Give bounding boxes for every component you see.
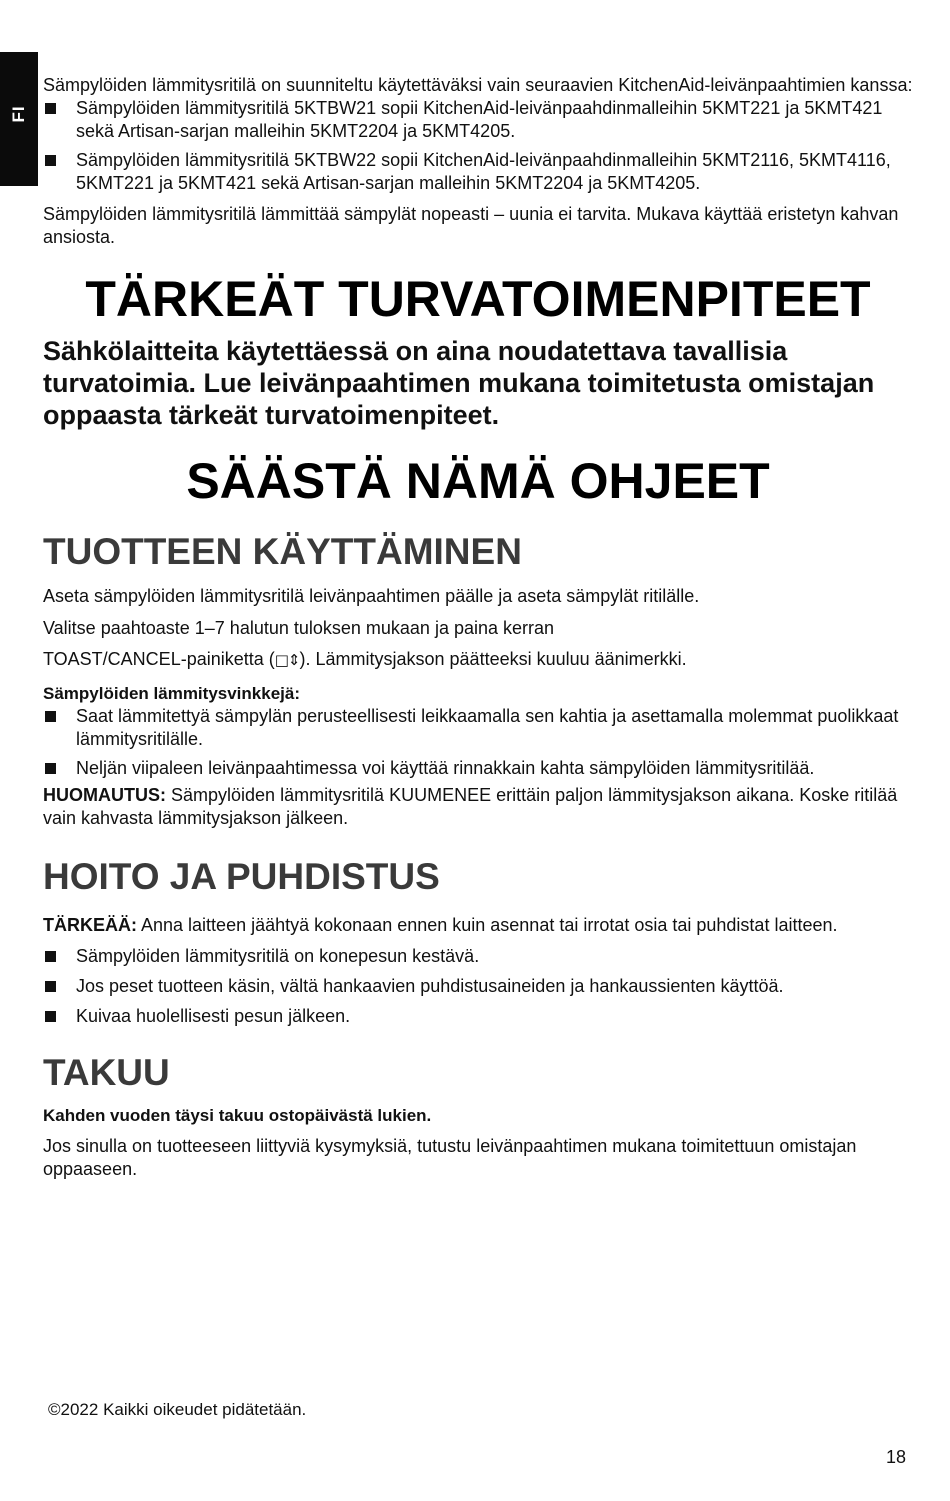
list-item: Neljän viipaleen leivänpaahtimessa voi käyttää rinnakkain kahta sämpylöiden lämmitysritilää. xyxy=(43,757,913,780)
safety-heading: TÄRKEÄT TURVATOIMENPITEET xyxy=(85,271,871,327)
usage-text-after-icon: ). Lämmitysjakson päätteeksi kuuluu äänimerkki. xyxy=(299,649,687,669)
toast-cancel-icon: □⇕ xyxy=(274,651,300,669)
list-item: Sämpylöiden lämmitysritilä 5KTBW22 sopii KitchenAid-leivänpaahdinmalleihin 5KMT2116, 5KMT4116, 5KMT221 ja 5KMT421 sekä Artisan-sarjan malleihin 5KMT2204 ja 5KMT4205. xyxy=(43,149,913,195)
care-list xyxy=(43,945,913,1028)
usage-note xyxy=(43,784,913,830)
usage-heading: TUOTTEEN KÄYTTÄMINEN xyxy=(43,531,522,572)
copyright: ©2022 Kaikki oikeudet pidätetään. xyxy=(48,1400,307,1419)
usage-text-before-icon: TOAST/CANCEL-painiketta ( xyxy=(43,649,275,669)
language-tab xyxy=(0,52,38,186)
list-item: Kuivaa huolellisesti pesun jälkeen. xyxy=(43,1005,913,1028)
page-content xyxy=(43,74,913,1181)
warranty-bold-line: Kahden vuoden täysi takuu ostopäivästä lukien. xyxy=(43,1106,432,1125)
tips-list xyxy=(43,705,913,780)
language-code: FI xyxy=(9,105,28,123)
compatibility-list xyxy=(43,97,913,195)
list-item: Sämpylöiden lämmitysritilä on konepesun kestävä. xyxy=(43,945,913,968)
intro-paragraph: Sämpylöiden lämmitysritilä on suunniteltu käytettäväksi vain seuraavien KitchenAid-leivänpaahtimien kanssa: xyxy=(43,75,913,95)
list-item: Sämpylöiden lämmitysritilä 5KTBW21 sopii KitchenAid-leivänpaahdinmalleihin 5KMT221 ja 5KMT421 sekä Artisan-sarjan malleihin 5KMT2204 ja 5KMT4205. xyxy=(43,97,913,143)
usage-paragraph-1: Aseta sämpylöiden lämmitysritilä leivänpaahtimen päälle ja aseta sämpylät ritilälle. xyxy=(43,586,700,606)
page-number: 18 xyxy=(885,1447,906,1467)
intro-paragraph-2: Sämpylöiden lämmitysritilä lämmittää sämpylät nopeasti – uunia ei tarvita. Mukava käyttää eristetyn kahvan ansiosta. xyxy=(43,204,899,247)
usage-paragraph-2-line1: Valitse paahtoaste 1–7 halutun tuloksen mukaan ja paina kerran xyxy=(43,618,555,638)
important-label: TÄRKEÄÄ: xyxy=(43,915,137,935)
important-text: Anna laitteen jäähtyä kokonaan ennen kuin asennat tai irrotat osia tai puhdistat laitteen. xyxy=(137,915,838,935)
note-label: HUOMAUTUS: xyxy=(43,785,166,805)
safety-text: Sähkölaitteita käytettäessä on aina noudatettava tavallisia turvatoimia. Lue leivänpaahtimen mukana toimitetusta omistajan oppaasta tärkeät turvatoimenpiteet. xyxy=(43,336,875,430)
usage-paragraph-2-line2 xyxy=(43,648,913,672)
warranty-text: Jos sinulla on tuotteeseen liittyviä kysymyksiä, tutustu leivänpaahtimen mukana toimitettuun omistajan oppaaseen. xyxy=(43,1136,857,1179)
note-text: Sämpylöiden lämmitysritilä KUUMENEE erittäin paljon lämmitysjakson aikana. Koske ritilää vain kahvasta lämmitysjakson jälkeen. xyxy=(43,785,898,828)
care-heading: HOITO JA PUHDISTUS xyxy=(43,856,440,897)
list-item: Saat lämmitettyä sämpylän perusteellisesti leikkaamalla sen kahtia ja asettamalla molemmat puolikkaat lämmitysritilälle. xyxy=(43,705,913,751)
care-important xyxy=(43,914,913,937)
warranty-heading: TAKUU xyxy=(43,1052,170,1093)
list-item: Jos peset tuotteen käsin, vältä hankaavien puhdistusaineiden ja hankaussienten käyttöä. xyxy=(43,975,913,998)
tips-heading: Sämpylöiden lämmitysvinkkejä: xyxy=(43,684,300,703)
save-instructions-heading: SÄÄSTÄ NÄMÄ OHJEET xyxy=(186,453,770,509)
